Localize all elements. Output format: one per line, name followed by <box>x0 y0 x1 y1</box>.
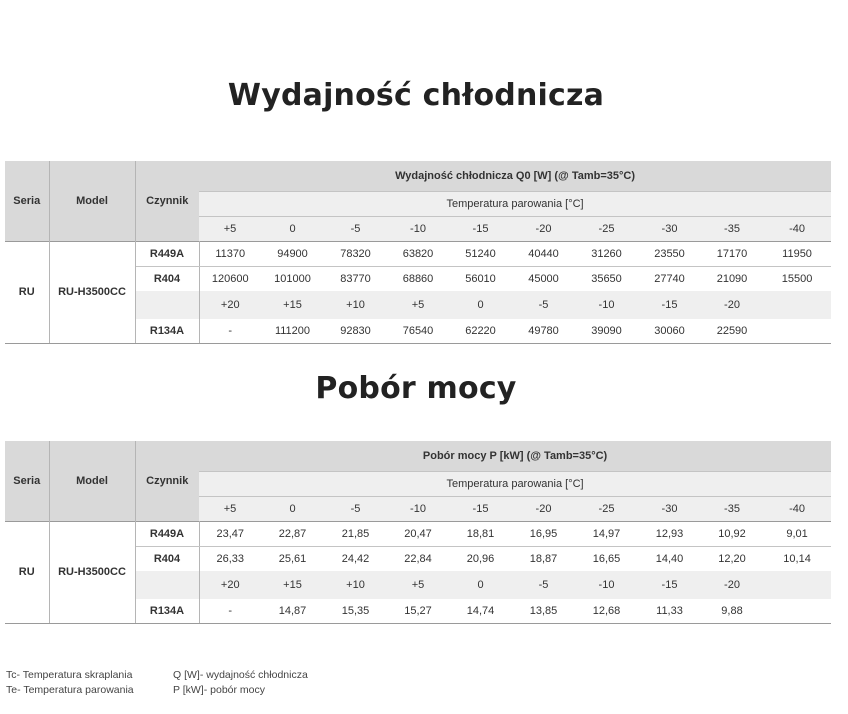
value-cell: 94900 <box>261 241 324 266</box>
value-cell: 17170 <box>701 241 763 266</box>
value-cell: 31260 <box>575 241 638 266</box>
value-cell: 9,01 <box>763 521 831 546</box>
temp-header: +20 <box>199 571 261 599</box>
temp-header: -15 <box>638 571 701 599</box>
temp-header: -35 <box>701 216 763 241</box>
value-cell: 51240 <box>449 241 512 266</box>
value-cell: 39090 <box>575 319 638 343</box>
power-table <box>5 441 831 624</box>
temp-header: -15 <box>638 291 701 319</box>
refrigerant-header: Czynnik <box>135 441 199 521</box>
value-cell: 25,61 <box>278 552 307 565</box>
value-cell: 10,92 <box>701 521 763 546</box>
temp-header: 0 <box>261 496 324 521</box>
temp-header: -15 <box>449 216 512 241</box>
value-cell: 27740 <box>654 272 685 285</box>
value-cell: 15500 <box>781 272 813 285</box>
temp-header: -20 <box>701 291 763 319</box>
temp-header: +15 <box>261 571 324 599</box>
temp-header: -30 <box>638 216 701 241</box>
value-cell: - <box>199 319 261 343</box>
value-cell: 35650 <box>591 272 622 285</box>
value-cell: 12,93 <box>638 521 701 546</box>
temp-header: -10 <box>575 571 638 599</box>
note-tc: Tc- Temperatura skraplania <box>6 669 133 681</box>
value-cell: 30060 <box>638 319 701 343</box>
value-cell: 78320 <box>324 241 387 266</box>
temp-header: -5 <box>512 571 575 599</box>
value-cell: 24,42 <box>341 552 370 565</box>
value-cell: 9,88 <box>701 599 763 623</box>
temp-header: -10 <box>387 216 449 241</box>
temp-header: -5 <box>324 216 387 241</box>
temp-header: -35 <box>701 496 763 521</box>
temp-header: +5 <box>387 571 449 599</box>
temp-header: -5 <box>324 496 387 521</box>
value-cell: 120600 <box>211 272 249 285</box>
series-header: Seria <box>5 441 49 521</box>
value-cell: 83770 <box>340 272 371 285</box>
refrigerant-cell: R404 <box>135 546 199 571</box>
temp-header: +15 <box>261 291 324 319</box>
temp-header: -10 <box>387 496 449 521</box>
value-cell: 10,14 <box>783 552 811 565</box>
model-header: Model <box>49 441 135 521</box>
value-cell: 111200 <box>261 319 324 343</box>
temp-header: +5 <box>199 216 261 241</box>
value-cell: 21,85 <box>324 521 387 546</box>
value-cell: 12,20 <box>718 552 746 565</box>
temp-header: -10 <box>575 291 638 319</box>
model-header: Model <box>49 161 135 241</box>
value-cell: 23,47 <box>199 521 261 546</box>
refrigerant-cell: R449A <box>135 521 199 546</box>
temp-header: -15 <box>449 496 512 521</box>
value-cell: 11950 <box>763 241 831 266</box>
temp-header: +10 <box>324 571 387 599</box>
value-cell: 56010 <box>465 272 496 285</box>
value-cell: 15,35 <box>324 599 387 623</box>
temp-header: -20 <box>512 496 575 521</box>
note-p: P [kW]- pobór mocy <box>173 684 265 696</box>
value-cell: 101000 <box>274 272 311 285</box>
value-cell: 62220 <box>449 319 512 343</box>
refrigerant-cell: R404 <box>135 266 199 291</box>
value-cell: 68860 <box>402 272 434 285</box>
refrigerant-cell: R134A <box>135 319 199 343</box>
value-cell: 14,97 <box>575 521 638 546</box>
value-cell: 22,87 <box>261 521 324 546</box>
temp-header: 0 <box>261 216 324 241</box>
power-title: Pobór mocy <box>315 371 517 406</box>
series-cell: RU <box>5 241 49 343</box>
model-cell: RU-H3500CC <box>49 241 135 343</box>
temp-header: -40 <box>763 216 831 241</box>
value-cell: 15,27 <box>387 599 449 623</box>
value-cell: 14,74 <box>449 599 512 623</box>
value-cell: 18,81 <box>449 521 512 546</box>
capacity-table <box>5 161 831 344</box>
temp-header: -20 <box>512 216 575 241</box>
capacity-main-header: Wydajność chłodnicza Q0 [W] (@ Tamb=35°C) <box>199 161 831 191</box>
temp-header: 0 <box>449 571 512 599</box>
note-te: Te- Temperatura parowania <box>6 684 134 696</box>
value-cell: 45000 <box>528 272 559 285</box>
value-cell: 92830 <box>324 319 387 343</box>
capacity-title: Wydajność chłodnicza <box>227 78 605 113</box>
value-cell: 26,33 <box>216 552 245 565</box>
value-cell: 63820 <box>387 241 449 266</box>
temp-header: +5 <box>387 291 449 319</box>
value-cell: 20,96 <box>466 552 495 565</box>
temp-header: -40 <box>763 496 831 521</box>
power-main-header: Pobór mocy P [kW] (@ Tamb=35°C) <box>199 441 831 471</box>
temp-header: +5 <box>199 496 261 521</box>
value-cell: 49780 <box>512 319 575 343</box>
refrigerant-cell: R134A <box>135 599 199 623</box>
series-header: Seria <box>5 161 49 241</box>
refrigerant-cell: R449A <box>135 241 199 266</box>
value-cell: 16,65 <box>592 552 621 565</box>
evap-temp-header: Temperatura parowania [°C] <box>199 471 831 496</box>
model-cell: RU-H3500CC <box>49 521 135 623</box>
value-cell: 13,85 <box>512 599 575 623</box>
value-cell: 18,87 <box>529 552 558 565</box>
temp-header: +10 <box>324 291 387 319</box>
evap-temp-header: Temperatura parowania [°C] <box>199 191 831 216</box>
temp-header: -25 <box>575 216 638 241</box>
value-cell: 22,84 <box>404 552 432 565</box>
temp-header: 0 <box>449 291 512 319</box>
value-cell: 11370 <box>199 241 261 266</box>
series-cell: RU <box>5 521 49 623</box>
value-cell: 14,40 <box>655 552 684 565</box>
temp-header: -20 <box>701 571 763 599</box>
value-cell: 16,95 <box>512 521 575 546</box>
value-cell: 11,33 <box>638 599 701 623</box>
value-cell: 22590 <box>701 319 763 343</box>
value-cell: 12,68 <box>575 599 638 623</box>
value-cell: 14,87 <box>261 599 324 623</box>
temp-header: -25 <box>575 496 638 521</box>
temp-header: +20 <box>199 291 261 319</box>
value-cell: 76540 <box>387 319 449 343</box>
value-cell: - <box>199 599 261 623</box>
value-cell: 23550 <box>638 241 701 266</box>
note-q: Q [W]- wydajność chłodnicza <box>173 669 308 681</box>
temp-header: -30 <box>638 496 701 521</box>
refrigerant-header: Czynnik <box>135 161 199 241</box>
temp-header: -5 <box>512 291 575 319</box>
value-cell: 20,47 <box>387 521 449 546</box>
value-cell: 21090 <box>716 272 748 285</box>
value-cell: 40440 <box>512 241 575 266</box>
